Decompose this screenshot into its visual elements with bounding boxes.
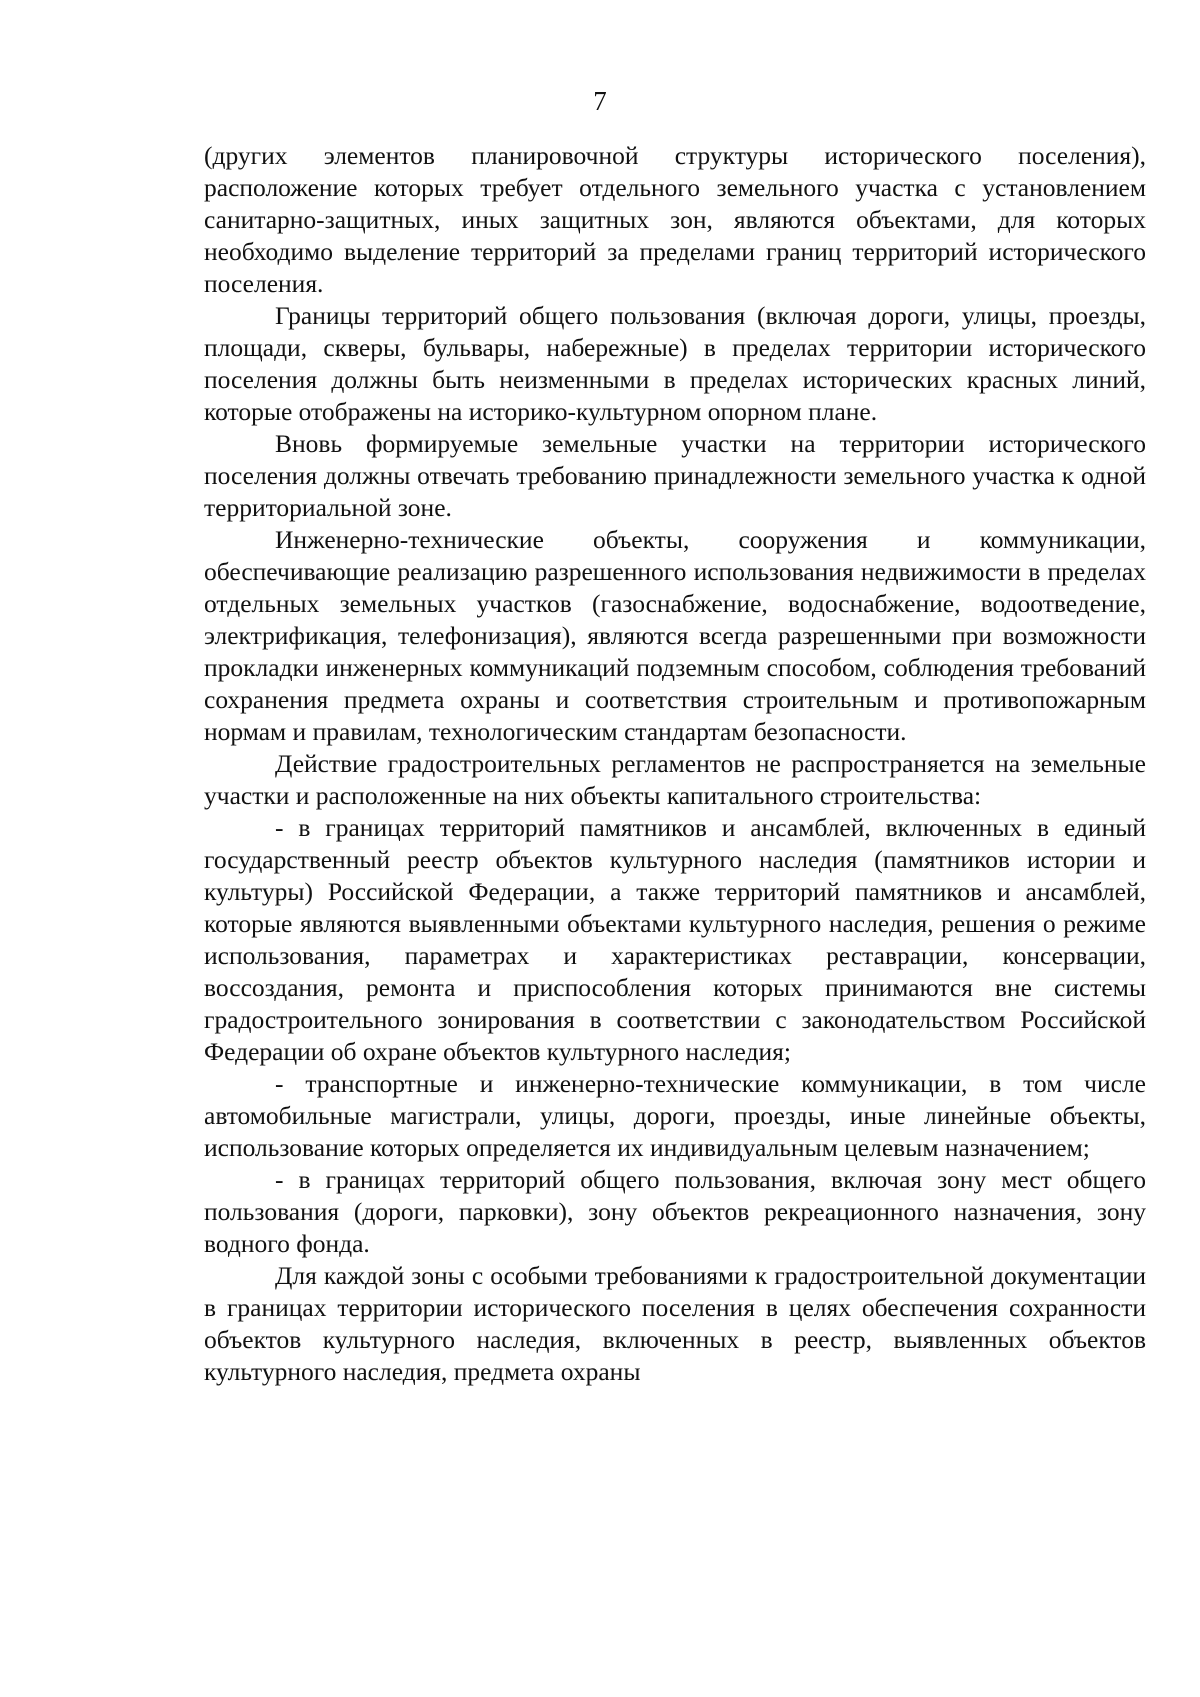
paragraph-new-land-plots: Вновь формируемые земельные участки на территории исторического поселения должны отвечать требованию принадлежности земельного участка к одной территориальной зоне. xyxy=(204,429,1146,522)
paragraph-regulations-scope: Действие градостроительных регламентов не распространяется на земельные участки и расположенные на них объекты капитального строительства: xyxy=(204,749,1146,810)
paragraph-continuation: (других элементов планировочной структуры исторического поселения), расположение которых требует отдельного земельного участка с установлением санитарно-защитных, иных защитных зон, являются объектами, для которых необходимо выделение территорий за пределами границ территорий исторического поселения. xyxy=(204,141,1146,298)
paragraph-public-territories: Границы территорий общего пользования (включая дороги, улицы, проезды, площади, скверы, бульвары, набережные) в пределах территории исторического поселения должны быть неизменными в пределах исторических красных линий, которые отображены на историко-культурном опорном плане. xyxy=(204,301,1146,426)
list-item-public-use: - в границах территорий общего пользования, включая зону мест общего пользования (дороги, парковки), зону объектов рекреационного назначения, зону водного фонда. xyxy=(204,1165,1146,1258)
list-item-monuments: - в границах территорий памятников и ансамблей, включенных в единый государственный реестр объектов культурного наследия (памятников истории и культуры) Российской Федерации, а также территорий памятников и ансамблей, которые являются выявленными объектами культурного наследия, решения о режиме использования, параметрах и характеристиках реставрации, консервации, воссоздания, ремонта и приспособления которых принимаются вне системы градостроительного зонирования в соответствии с законодательством Российской Федерации об охране объектов культурного наследия; xyxy=(204,813,1146,1066)
page-number: 7 xyxy=(593,86,607,116)
list-item-communications: - транспортные и инженерно-технические коммуникации, в том числе автомобильные магистрали, улицы, дороги, проезды, иные линейные объекты, использование которых определяется их индивидуальным целевым назначением; xyxy=(204,1069,1146,1162)
document-body xyxy=(204,140,1146,1388)
paragraph-engineering-objects: Инженерно-технические объекты, сооружения и коммуникации, обеспечивающие реализацию разрешенного использования недвижимости в пределах отдельных земельных участков (газоснабжение, водоснабжение, водоотведение, электрификация, телефонизация), являются всегда разрешенными при возможности прокладки инженерных коммуникаций подземным способом, соблюдения требований сохранения предмета охраны и соответствия строительным и противопожарным нормам и правилам, технологическим стандартам безопасности. xyxy=(204,525,1146,746)
paragraph-special-zones: Для каждой зоны с особыми требованиями к градостроительной документации в границах территории исторического поселения в целях обеспечения сохранности объектов культурного наследия, включенных в реестр, выявленных объектов культурного наследия, предмета охраны xyxy=(204,1261,1146,1386)
